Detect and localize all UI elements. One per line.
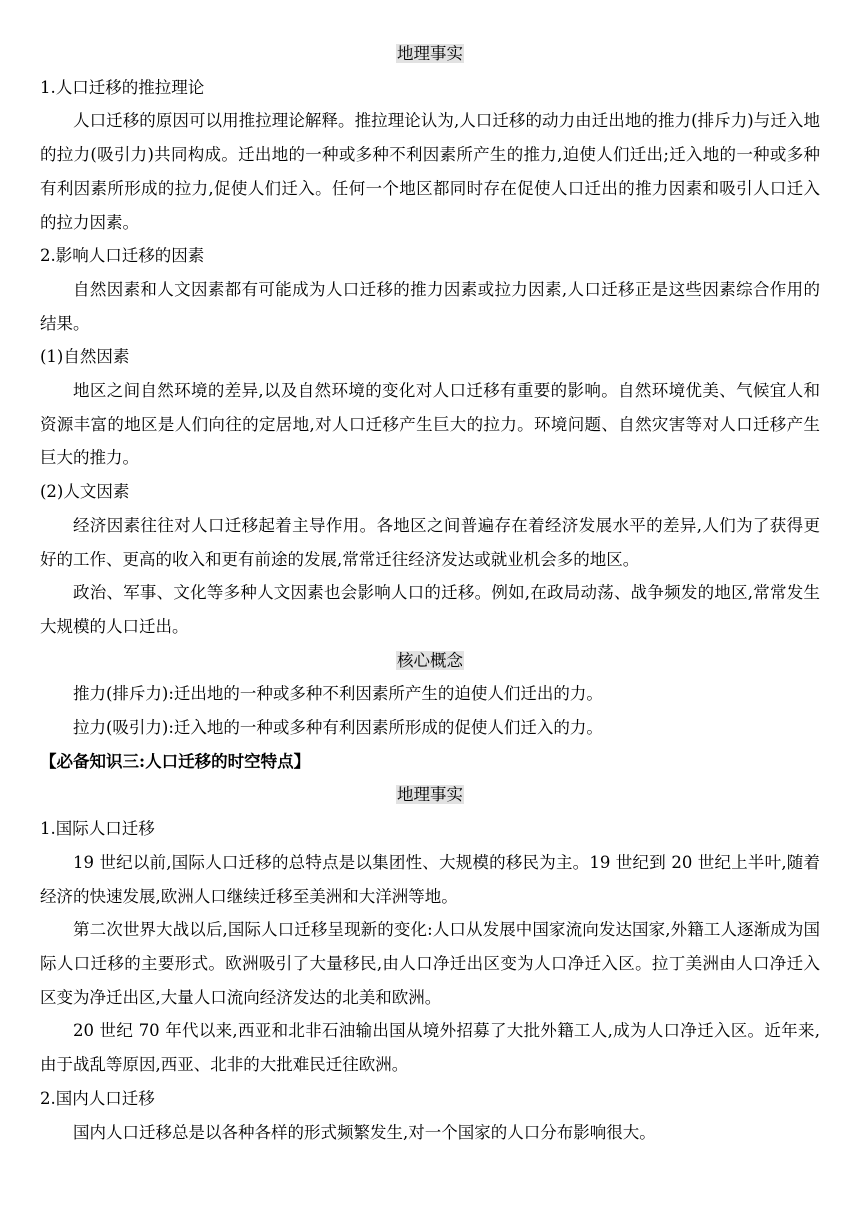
section-heading-core-concepts: 核心概念 (397, 650, 463, 670)
subsection-title: (2)人文因素 (40, 482, 130, 502)
definition-push-force: 推力(排斥力):迁出地的一种或多种不利因素所产生的迫使人们迁出的力。 (73, 684, 603, 704)
paragraph: 政治、军事、文化等多种人文因素也会影响人口的迁移。例如,在政局动荡、战争频发的地区,常常发生大规模的人口迁出。 (40, 583, 820, 636)
paragraph: 自然因素和人文因素都有可能成为人口迁移的推力因素或拉力因素,人口迁移正是这些因素综合作用的结果。 (40, 279, 820, 333)
knowledge-section-title: 【必备知识三:人口迁移的时空特点】 (40, 751, 311, 771)
subsection-title: (1)自然因素 (40, 347, 130, 367)
paragraph: 第二次世界大战以后,国际人口迁移呈现新的变化:人口从发展中国家流向发达国家,外籍工人逐渐成为国际人口迁移的主要形式。欧洲吸引了大量移民,由人口净迁出区变为人口净迁入区。拉丁美洲由人口净迁入区变为净迁出区,大量人口流向经济发达的北美和欧洲。 (40, 920, 820, 1007)
subsection-title: 2.影响人口迁移的因素 (40, 246, 205, 266)
paragraph: 19 世纪以前,国际人口迁移的总特点是以集团性、大规模的移民为主。19 世纪到 20 世纪上半叶,随着经济的快速发展,欧洲人口继续迁移至美洲和大洋洲等地。 (40, 852, 820, 906)
paragraph: 20 世纪 70 年代以来,西亚和北非石油输出国从境外招募了大批外籍工人,成为人口净迁入区。近年来,由于战乱等原因,西亚、北非的大批难民迁往欧洲。 (40, 1021, 820, 1075)
paragraph: 国内人口迁移总是以各种各样的形式频繁发生,对一个国家的人口分布影响很大。 (73, 1122, 656, 1142)
subsection-title: 2.国内人口迁移 (40, 1088, 155, 1108)
subsection-title: 1.人口迁移的推拉理论 (40, 77, 205, 97)
definition-pull-force: 拉力(吸引力):迁入地的一种或多种有利因素所形成的促使人们迁入的力。 (73, 718, 603, 738)
subsection-title: 1.国际人口迁移 (40, 819, 155, 839)
paragraph: 地区之间自然环境的差异,以及自然环境的变化对人口迁移有重要的影响。自然环境优美、气候宜人和资源丰富的地区是人们向往的定居地,对人口迁移产生巨大的拉力。环境问题、自然灾害等对人口迁移产生巨大的推力。 (40, 381, 820, 468)
section-heading-facts: 地理事实 (397, 785, 463, 805)
section-heading-facts: 地理事实 (397, 44, 463, 63)
paragraph: 经济因素往往对人口迁移起着主导作用。各地区之间普遍存在着经济发展水平的差异,人们为了获得更好的工作、更高的收入和更有前途的发展,常常迁往经济发达或就业机会多的地区。 (40, 515, 820, 569)
paragraph: 人口迁移的原因可以用推拉理论解释。推拉理论认为,人口迁移的动力由迁出地的推力(排斥力)与迁入地的拉力(吸引力)共同构成。迁出地的一种或多种不利因素所产生的推力,迫使人们迁出;迁入地的一种或多种有利因素所形成的拉力,促使人们迁入。任何一个地区都同时存在促使人口迁出的推力因素和吸引人口迁入的拉力因素。 (40, 111, 820, 232)
